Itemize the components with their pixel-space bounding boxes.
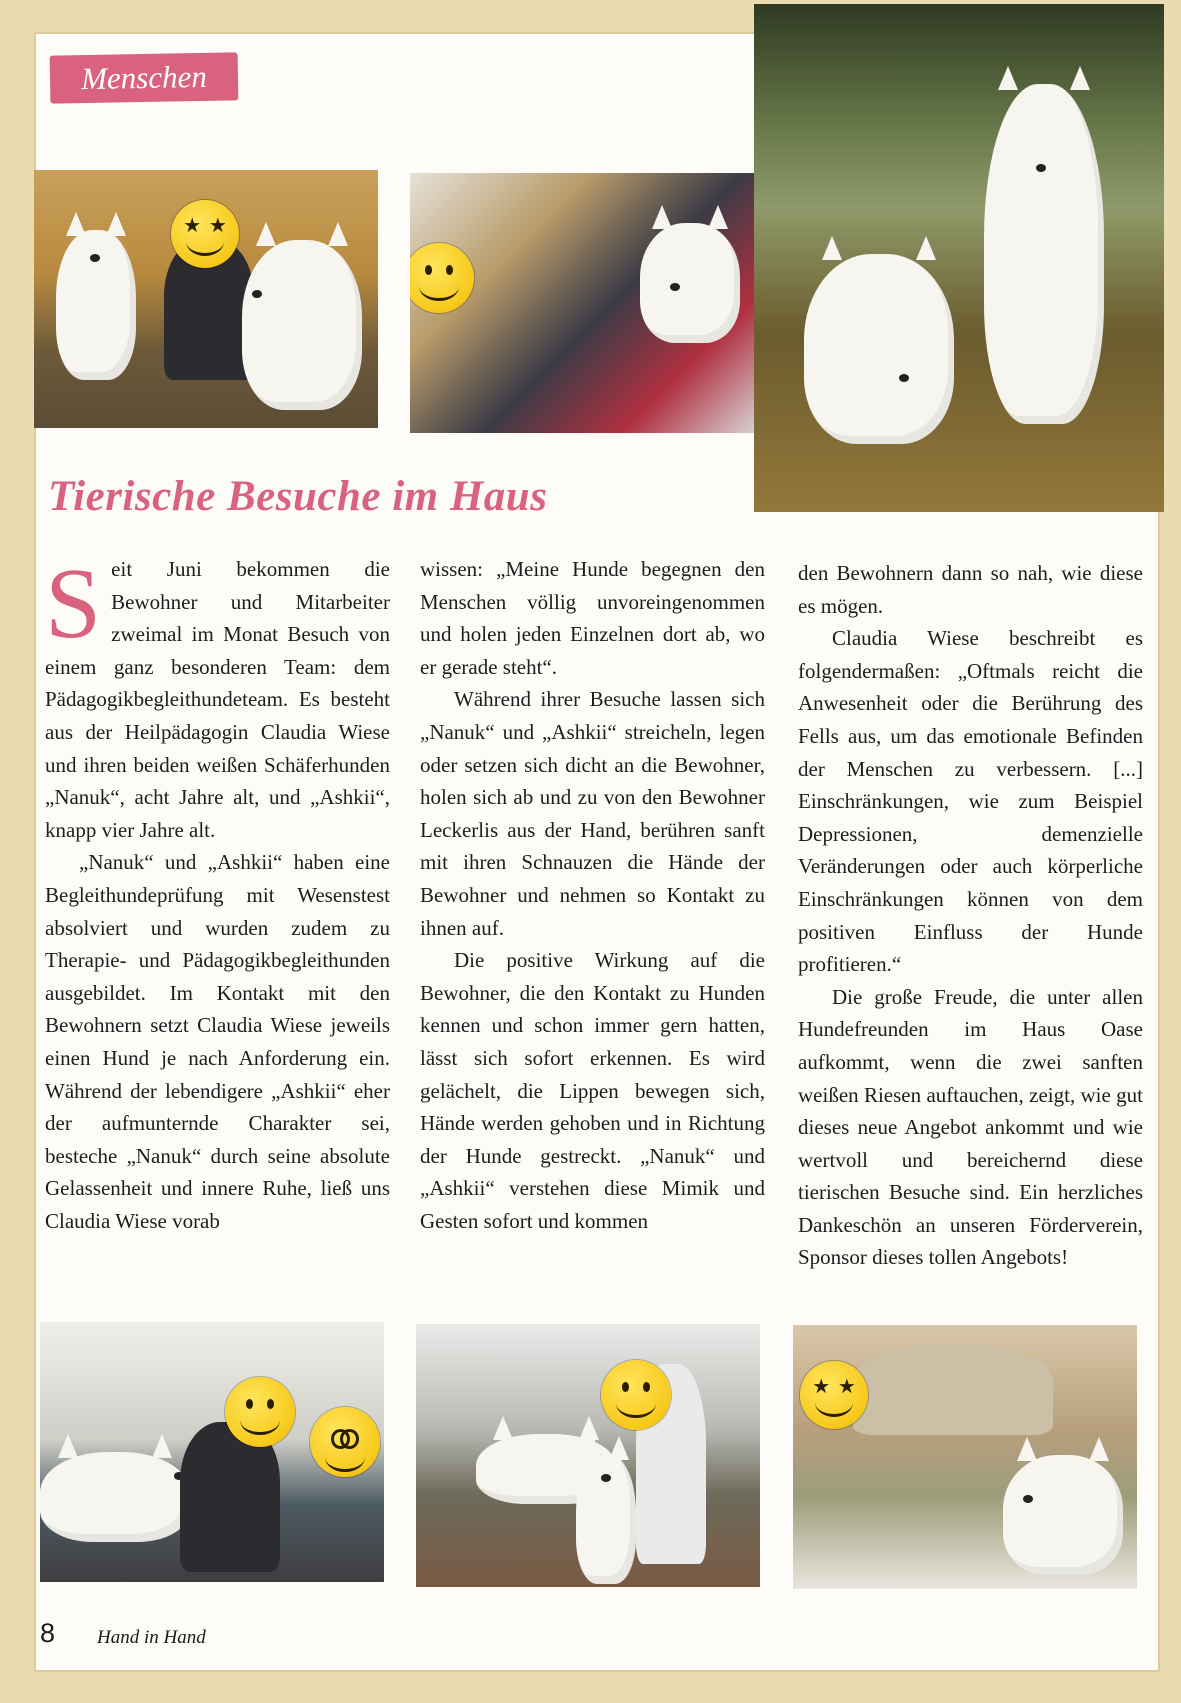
- photo-terrace-dogs: [416, 1324, 760, 1587]
- white-dog: [804, 254, 954, 444]
- photo-wheelchair-dog: [40, 1322, 384, 1582]
- face-cover-emoji-icon: ★ ★: [171, 200, 239, 268]
- face-cover-emoji-icon: [410, 243, 474, 313]
- article-column-3: [798, 557, 1143, 1274]
- white-dog: [242, 240, 362, 410]
- paragraph: „Nanuk“ und „Ashkii“ haben eine Begleithundeprüfung mit Wesenstest absolviert und wurden zudem zu Therapie- und Pädagogikbegleithunden ausgebildet. Im Kontakt mit den Bewohnern setzt Claudia Wiese jeweils einen Hund je nach Anforderung ein. Während der lebendigere „Ashkii“ eher der aufmunternde Charakter sei, besteche „Nanuk“ durch seine absolute Gelassenheit und innere Ruhe, ließ uns Claudia Wiese vorab: [45, 850, 390, 1233]
- paragraph: Während ihrer Besuche lassen sich „Nanuk“ und „Ashkii“ streicheln, legen oder setzen sich dicht an die Bewohner, holen sich ab und zu von den Bewohner Leckerlis aus der Hand, berühren sanft mit ihren Schnauzen die Hände der Bewohner und nehmen so Kontakt zu ihnen auf.: [420, 687, 765, 940]
- face-cover-emoji-icon: ★ ★: [800, 1361, 868, 1429]
- paragraph: den Bewohnern dann so nah, wie diese es mögen.: [798, 561, 1143, 618]
- white-dog: [640, 223, 740, 343]
- white-dog: [576, 1454, 636, 1584]
- white-dog: [984, 84, 1104, 424]
- photo-corridor-dogs: [34, 170, 378, 428]
- paragraph: Claudia Wiese beschreibt es folgendermaßen: „Oftmals reicht die Anwesenheit oder die Berührung des Fells aus, um das emotionale Befinden der Menschen zu verbessern. [...] Einschränkungen, wie zum Beispiel Depressionen, demenzielle Veränderungen oder auch körperliche Einschränkungen können von dem positiven Einfluss der Hunde profitieren.“: [798, 626, 1143, 977]
- article-column-1: [45, 547, 390, 1237]
- article-column-2: [420, 553, 765, 1237]
- face-cover-emoji-icon: [310, 1407, 380, 1477]
- page-number: 8: [40, 1618, 56, 1648]
- paragraph: Die positive Wirkung auf die Bewohner, die den Kontakt zu Hunden kennen und schon immer gern hatten, lässt sich sofort erkennen. Es wird gelächelt, die Lippen bewegen sich, Hände werden gehoben und in Richtung der Hunde gestreckt. „Nanuk“ und „Ashkii“ verstehen diese Mimik und Gesten sofort und kommen: [420, 948, 765, 1233]
- paragraph: wissen: „Meine Hunde begegnen den Menschen völlig unvoreingenommen und holen jeden Einzelnen dort ab, wo er gerade steht“.: [420, 557, 765, 679]
- magazine-title: Hand in Hand: [97, 1627, 206, 1648]
- person: [853, 1345, 1053, 1435]
- white-dog: [40, 1452, 190, 1542]
- article-headline: Tierische Besuche im Haus: [48, 473, 548, 520]
- face-cover-emoji-icon: [601, 1360, 671, 1430]
- photo-resident-bed-dog: [410, 173, 755, 433]
- section-tag: Menschen: [50, 52, 239, 103]
- face-cover-emoji-icon: [225, 1377, 295, 1447]
- paragraph: Die große Freude, die unter allen Hundefreunden im Haus Oase aufkommt, wenn die zwei sanften weißen Riesen auftauchen, zeigt, wie gut dieses neue Angebot ankommt und wie wertvoll und bereichernd diese tierischen Besuche sind. Ein herzliches Dankeschön an unseren Förderverein, Sponsor dieses tollen Angebots!: [798, 984, 1143, 1270]
- photo-two-white-dogs-garden: [754, 4, 1164, 512]
- white-dog: [1003, 1455, 1123, 1575]
- paragraph: Seit Juni bekommen die Bewohner und Mitarbeiter zweimal im Monat Besuch von einem ganz besonderen Team: dem Pädagogikbegleithundeteam. Es besteht aus der Heilpädagogin Claudia Wiese und ihren beiden weißen Schäferhunden „Nanuk“, acht Jahre alt, und „Ashkii“, knapp vier Jahre alt.: [45, 547, 390, 842]
- white-dog: [56, 230, 136, 380]
- drop-cap: S: [45, 547, 102, 659]
- photo-bedside-dog: [793, 1325, 1137, 1589]
